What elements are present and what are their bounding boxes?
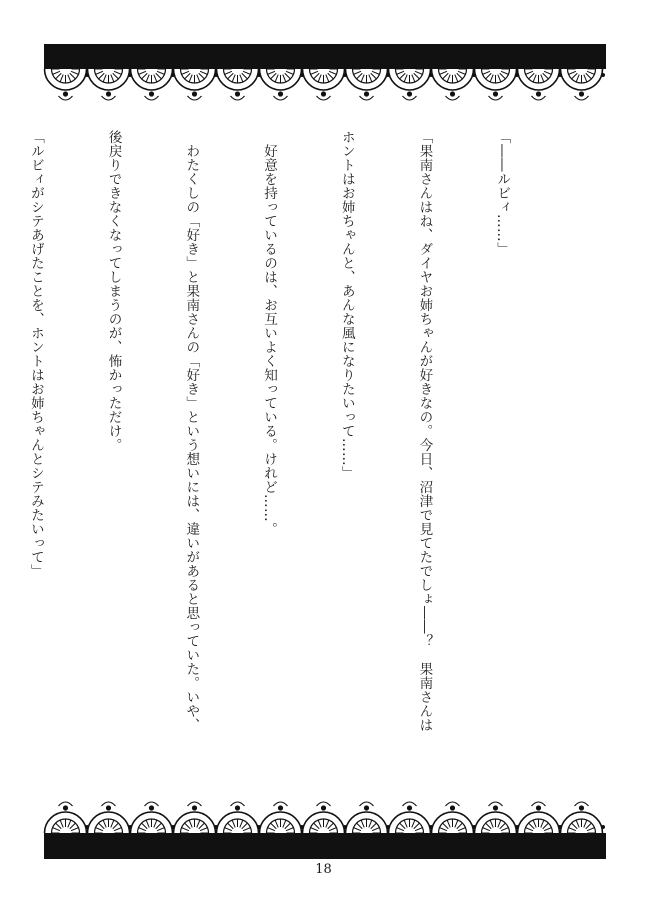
text-line: ホントはお姉ちゃんと、あんな風になりたいって……」 (338, 130, 355, 480)
novel-text-area (27, 130, 566, 755)
top-lace-ornament (44, 66, 606, 106)
novel-body (27, 130, 566, 755)
text-line: 「ルビィがシテあげたことを、ホントはお姉ちゃんとシテみたいって」 (27, 130, 44, 578)
text-line: 「果南さんはね、ダイヤお姉ちゃんが好きなの。今日、沼津で見てたでしょ――？ 果南さんは (416, 130, 433, 732)
text-line: わたくしの「好き」と果南さんの「好き」という想いには、違いがあると思っていた。いや、 (183, 130, 200, 732)
page-number: 18 (315, 862, 332, 877)
bottom-border-band (44, 836, 606, 859)
text-line: 後戻りできなくなってしまうのが、怖かっただけ。 (105, 130, 122, 452)
lace-pattern (44, 66, 606, 100)
top-border-band (44, 44, 606, 66)
bottom-lace-ornament (44, 796, 606, 836)
text-line: 好意を持っているのは、お互いよく知っている。けれど……。 (261, 130, 278, 536)
lace-pattern (44, 802, 606, 836)
text-line: 「――ルビィ……」 (494, 130, 511, 256)
